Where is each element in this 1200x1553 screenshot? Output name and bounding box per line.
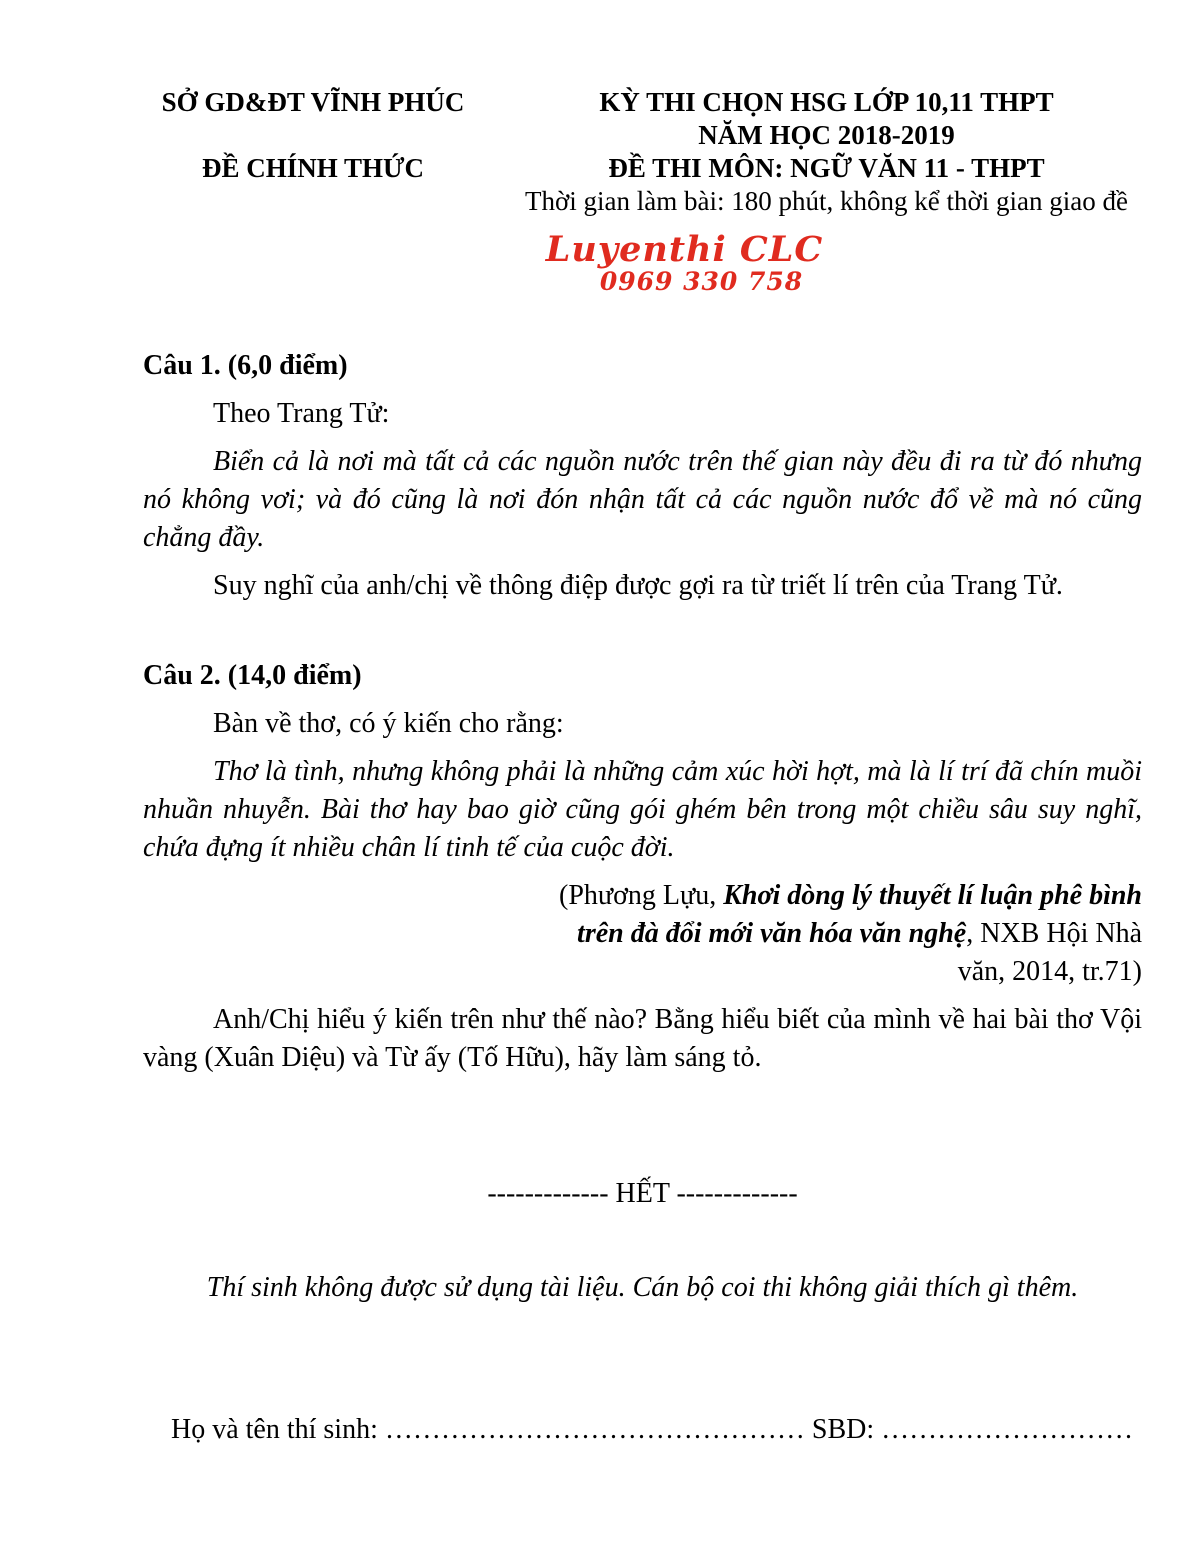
student-name-sbd-line: Họ và tên thí sinh: ……………………………………… SBD: ……………………… [171, 1414, 1134, 1445]
header-right-column [511, 86, 1142, 218]
logo-text: Luyenthi CLC [545, 229, 824, 270]
question-1-intro: Theo Trang Tử: [213, 398, 390, 429]
header-left-column [143, 86, 483, 185]
exam-subject: ĐỀ THI MÔN: NGỮ VĂN 11 - THPT [608, 153, 1045, 183]
citation-suffix: , NXB Hội Nhà văn, 2014, tr.71) [957, 918, 1142, 987]
citation-prefix: (Phương Lựu, [559, 880, 724, 911]
time-limit: Thời gian làm bài: 180 phút, không kể thời gian giao đề [525, 186, 1128, 216]
document-header [143, 86, 1142, 218]
question-2-heading: Câu 2. (14,0 điểm) [143, 660, 362, 691]
question-1-task: Suy nghĩ của anh/chị về thông điệp được gợi ra từ triết lí trên của Trang Tử. [213, 570, 1063, 601]
official-exam-label: ĐỀ CHÍNH THỨC [201, 153, 425, 183]
question-2-intro: Bàn về thơ, có ý kiến cho rằng: [213, 708, 564, 739]
exam-rules-note: Thí sinh không được sử dụng tài liệu. Cán bộ coi thi không giải thích gì thêm. [206, 1272, 1079, 1303]
school-year: NĂM HỌC 2018-2019 [698, 120, 955, 150]
logo-phone-number: 0969 330 758 [599, 266, 804, 296]
department-name: SỞ GD&ĐT VĨNH PHÚC [161, 87, 465, 117]
question-2-citation [528, 877, 1142, 991]
question-2-quote: Thơ là tình, nhưng không phải là những cảm xúc hời hợt, mà là lí trí đã chín muồi nhuần nhuyễn. Bài thơ hay bao giờ cũng gói ghém bên trong một chiều sâu suy nghĩ, chứa đựng ít nhiều chân lí tinh tế của cuộc đời. [143, 756, 1142, 863]
question-1-quote: Biển cả là nơi mà tất cả các nguồn nước trên thế gian này đều đi ra từ đó nhưng nó không vơi; và đó cũng là nơi đón nhận tất cả các nguồn nước đổ về mà nó cũng chẳng đầy. [143, 446, 1142, 553]
question-1-heading: Câu 1. (6,0 điểm) [143, 350, 348, 381]
end-of-exam-marker: ------------- HẾT ------------- [487, 1178, 798, 1209]
citation-book-title: Khơi dòng lý thuyết lí luận phê bình trên đà đổi mới văn hóa văn nghệ [577, 880, 1142, 949]
question-2-task: Anh/Chị hiểu ý kiến trên như thế nào? Bằng hiểu biết của mình về hai bài thơ Vội vàng (Xuân Diệu) và Từ ấy (Tố Hữu), hãy làm sáng tỏ. [143, 1004, 1142, 1073]
brand-logo [185, 229, 1184, 296]
exam-name: KỲ THI CHỌN HSG LỚP 10,11 THPT [599, 87, 1054, 117]
